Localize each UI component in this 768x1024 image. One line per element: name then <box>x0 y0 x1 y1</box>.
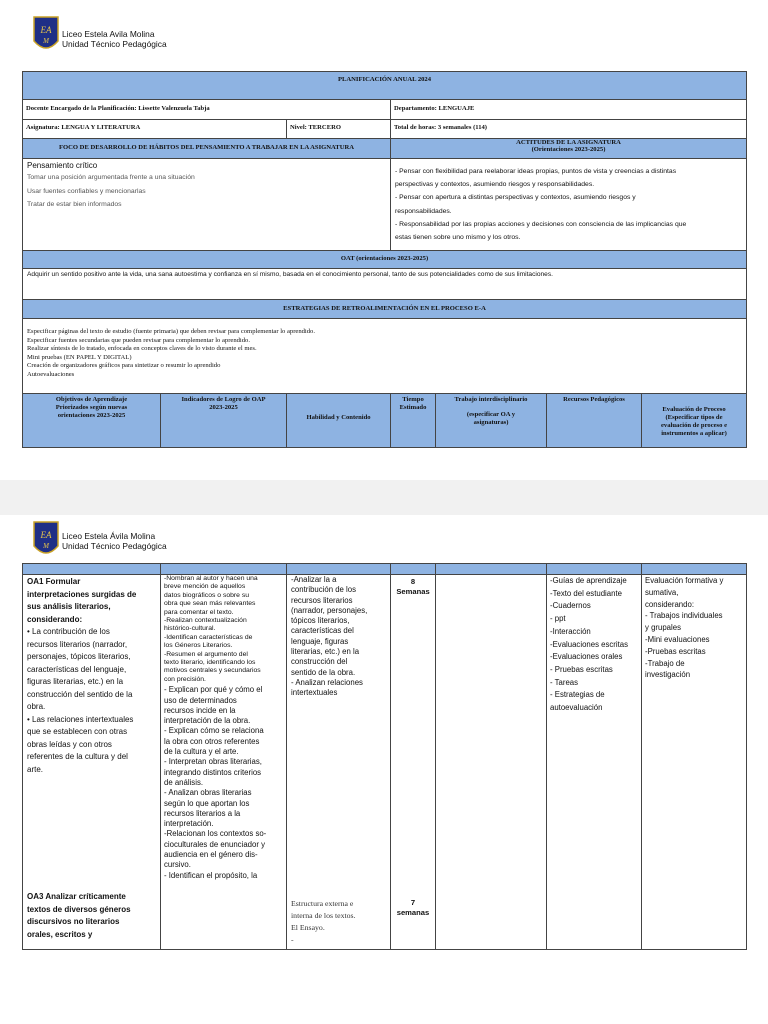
focus-content <box>23 159 390 250</box>
indicator-line: texto literario, identificando los <box>164 659 256 667</box>
indicator-line: los Géneros Literarios. <box>164 642 233 650</box>
school-name: Liceo Estela Avila Molina <box>62 29 155 39</box>
resource-item: -Evaluaciones escritas <box>550 639 629 649</box>
oa1-body-line: • La contribución de los <box>27 627 110 636</box>
school-unit: Unidad Técnico Pedagógica <box>62 541 167 551</box>
skill-line: construcción del <box>291 657 348 667</box>
attitude-line: responsabilidades. <box>395 207 452 215</box>
oa3-title-line: textos de diversos géneros <box>27 904 131 914</box>
indicator-line: recursos literarios a la <box>164 808 241 818</box>
svg-text:M: M <box>43 37 49 45</box>
oa3-title-line: OA3 Analizar críticamente <box>27 892 126 901</box>
hours-cell: Total de horas: 3 semanales (114) <box>390 120 746 138</box>
oa3-title-line: orales, escritos y <box>27 929 93 939</box>
strategies-body-row <box>22 318 747 393</box>
resource-item: -Interacción <box>550 626 591 636</box>
col-header-resources <box>546 394 641 447</box>
skill-line: recursos literarios <box>291 595 353 605</box>
indicator-line: -Identifican características de <box>164 633 253 641</box>
col-header-interdisciplinary <box>435 394 546 447</box>
oa1-title-line: interpretaciones surgidas de <box>27 589 137 599</box>
indicator-line: la obra con otros referentes <box>164 736 260 746</box>
skill-line: - <box>291 935 294 944</box>
strategy-item: Especificar páginas del texto de estudio (fuente primaria) que deben revisar para complementar lo aprendido. <box>27 328 315 335</box>
col-header-line: asignaturas) <box>473 419 509 426</box>
strategy-item: Mini pruebas (EN PAPEL Y DIGITAL) <box>27 353 132 361</box>
focus-item: Usar fuentes confiables y mencionarlas <box>27 187 146 195</box>
oat-body-row <box>22 268 747 299</box>
indicator-line: motivos centrales y secundarios <box>164 667 261 675</box>
indicator-line: -Realizan contextualización <box>164 617 247 625</box>
resource-item: - ppt <box>550 614 566 624</box>
oa1-body <box>27 626 156 776</box>
skill-line: El Ensayo. <box>291 923 325 932</box>
indicator-line: según lo que aportan los <box>164 798 250 808</box>
document-page-1 <box>0 0 768 480</box>
svg-text:EA: EA <box>40 530 52 540</box>
skill-list-2 <box>291 898 356 946</box>
skill-line: -Analizar la a <box>291 575 337 584</box>
oa1-body-line: obra. <box>27 702 46 711</box>
indicator-line: cursivo. <box>164 860 191 870</box>
col-header-line: 2023-2025 <box>209 404 238 411</box>
school-unit: Unidad Técnico Pedagógica <box>62 39 167 49</box>
department-cell: Departamento: LENGUAJE <box>390 100 746 119</box>
resource-item: - Pruebas escritas <box>550 664 613 674</box>
resource-item: autoevaluación <box>550 703 603 713</box>
col-header-line: Evaluación de Proceso <box>662 406 726 413</box>
focus-item: Tratar de estar bien informados <box>27 201 122 208</box>
strategies-header-row <box>22 299 747 318</box>
indicator-line: datos biográficos o sobre su <box>164 591 250 599</box>
indicators-list-b <box>164 685 283 881</box>
strategy-item: Realizar síntesis de lo tratado, enfocada en conceptos claves de lo visto durante el mes. <box>27 345 257 353</box>
evaluation-item: -Mini evaluaciones <box>645 634 710 644</box>
skill-line: contribución de los <box>291 585 357 595</box>
oa-content-row <box>22 574 747 950</box>
skill-line: (narrador, personajes, <box>291 605 368 615</box>
evaluation-item: -Trabajo de <box>645 658 685 668</box>
teacher-row <box>22 99 747 119</box>
svg-text:EA: EA <box>40 25 52 35</box>
col-header-line: Habilidad y Contenido <box>306 414 371 421</box>
oa1-body-line: que se establecen con otras <box>27 727 128 736</box>
indicator-line: -Nombran al autor y hacen una <box>164 575 258 582</box>
attitude-line: estas tienen sobre uno mismo y los otros. <box>395 234 521 242</box>
school-name: Liceo Estela Ávila Molina <box>62 531 156 541</box>
objectives-cell <box>23 575 160 949</box>
indicator-line: con precisión. <box>164 675 206 683</box>
evaluation-cell <box>641 575 746 949</box>
oa1-body-line: construcción del sentido de la <box>27 689 133 699</box>
time-oa1 <box>394 577 432 597</box>
indicator-line: de análisis. <box>164 777 204 787</box>
planning-table <box>22 71 747 448</box>
indicator-line: obra que sean más relevantes <box>164 600 256 608</box>
plan-title-row <box>22 71 747 99</box>
strategies-list <box>23 319 746 393</box>
school-header <box>62 531 167 551</box>
col-header-line: evaluación de proceso e <box>661 422 727 429</box>
resource-item: -Guías de aprendizaje <box>550 576 627 585</box>
focus-item: Tomar una posición argumentada frente a una situación <box>27 174 195 181</box>
col-header-line: (Especificar tipos de <box>665 414 723 421</box>
col-header-time <box>390 394 435 447</box>
time-line: Semanas <box>396 587 430 596</box>
interdisciplinary-cell <box>435 575 546 949</box>
oat-header-row <box>22 250 747 268</box>
oa1-body-line: características del lenguaje, <box>27 664 127 674</box>
skill-line: Estructura externa e <box>291 899 354 908</box>
continued-header-row <box>22 563 747 574</box>
indicator-line: - Identifican el propósito, la <box>164 870 258 880</box>
oa3-title-line: discursivos no literarios <box>27 917 120 926</box>
strategies-header: ESTRATEGIAS DE RETROALIMENTACIÓN EN EL PROCESO E-A <box>283 305 486 312</box>
oa1-body-line: recursos literarios (narrador, <box>27 639 128 649</box>
oa1-title-line: sus análisis literarios, <box>27 602 111 611</box>
strategy-item: Especificar fuentes secundarias que pueden revisar para complementar lo aprendido. <box>27 336 250 344</box>
indicator-line: -Resumen el argumento del <box>164 650 248 658</box>
evaluation-item: -Pruebas escritas <box>645 646 706 656</box>
indicator-line: uso de determinados <box>164 695 237 705</box>
focus-items-list <box>27 171 386 212</box>
evaluation-item: sumativa, <box>645 587 679 597</box>
skill-list-1 <box>291 575 386 699</box>
skill-line: sentido de la obra. <box>291 667 356 677</box>
focus-title: Pensamiento crítico <box>27 161 98 170</box>
oa1-body-line: referentes de la cultura y del <box>27 752 128 761</box>
indicator-line: recursos incide en la <box>164 705 236 715</box>
evaluation-item: Evaluación formativa y <box>645 576 724 585</box>
indicator-line: interpretación. <box>164 819 214 829</box>
evaluation-item: considerando: <box>645 599 694 609</box>
time-line: semanas <box>396 908 430 917</box>
col-header-line: instrumentos a aplicar) <box>661 430 727 437</box>
oa1-body-line: arte. <box>27 764 44 774</box>
attitude-line: - Responsabilidad por las propias acciones y decisiones con consciencia de las implicancias que <box>395 220 687 228</box>
attitudes-content <box>390 159 746 250</box>
oa1-title-line: OA1 Formular <box>27 577 81 586</box>
level-cell: Nivel: TERCERO <box>286 120 390 138</box>
strategy-item: Autoevaluaciones <box>27 370 75 378</box>
skill-line: características del <box>291 626 354 636</box>
indicators-cell <box>160 575 286 949</box>
attitude-line: perspectivas y contextos, asumiendo riesgos y responsabilidades. <box>395 181 595 189</box>
indicator-line: de la cultura y el arte. <box>164 747 239 757</box>
oa1-body-line: figuras literarias, etc.) en la <box>27 677 124 686</box>
indicator-line: - Analizan obras literarias <box>164 788 252 798</box>
resource-item: -Texto del estudiante <box>550 588 622 598</box>
oa3-title <box>27 891 131 941</box>
skills-cell <box>286 575 390 949</box>
school-logo-icon <box>32 15 60 55</box>
resources-cell <box>546 575 641 949</box>
skill-line: lenguaje, figuras <box>291 636 349 646</box>
attitude-line: - Pensar con flexibilidad para reelaborar ideas propias, puntos de vista y creencias a distintas <box>395 168 677 175</box>
oa1-title-line: considerando: <box>27 614 83 624</box>
col-header-line: Priorizados según nuevas <box>55 404 128 411</box>
evaluation-item: - Trabajos individuales <box>645 611 723 621</box>
col-header-skill <box>286 394 390 447</box>
indicator-line: audiencia en el género dis- <box>164 850 258 860</box>
col-header-evaluation <box>641 394 746 447</box>
indicator-line: interpretación de la obra. <box>164 716 251 726</box>
attitude-line: - Pensar con apertura a distintas perspectivas y contextos, asumiendo riesgos y <box>395 194 636 202</box>
svg-text:M: M <box>43 542 49 550</box>
planning-table-continued <box>22 563 747 950</box>
subject-cell: Asignatura: LENGUA Y LITERATURA <box>26 124 141 131</box>
indicator-line: histórico-cultural. <box>164 625 216 633</box>
col-header-line: Recursos Pedagógicos <box>563 396 625 403</box>
col-header-line: orientaciones 2023-2025 <box>57 412 126 419</box>
skill-line: literarias, etc.) en la <box>291 647 360 657</box>
col-header-line: Tiempo <box>402 396 424 403</box>
school-logo-icon <box>32 520 60 560</box>
teacher-cell: Docente Encargado de la Planificación: Lissette Valenzuela Tabja <box>26 105 210 112</box>
skill-line: interna de los textos. <box>291 911 356 920</box>
time-line: 8 <box>410 577 416 586</box>
oat-text: Adquirir un sentido positivo ante la vida, una sana autoestima y confianza en sí mismo, basada en el conocimiento personal, tanto de sus potencialidades como de sus limitaciones. <box>27 271 553 278</box>
skill-line: intertextuales <box>291 688 338 698</box>
indicator-line: integrando distintos criterios <box>164 767 262 777</box>
col-header-line: Objetivos de Aprendizaje <box>55 396 128 403</box>
column-header-row <box>22 393 747 448</box>
oa1-body-line: personajes, tópicos literarios, <box>27 652 131 661</box>
indicator-line: - Interpretan obras literarias, <box>164 757 262 767</box>
time-oa3 <box>391 898 435 918</box>
school-header <box>62 29 167 49</box>
col-header-line: Estimado <box>399 404 427 411</box>
indicator-line: -Relacionan los contextos so- <box>164 829 267 839</box>
col-header-line: Indicadores de Logro de OAP <box>181 396 266 403</box>
indicator-line: cioculturales de enunciador y <box>164 839 265 849</box>
strategy-item: Creación de organizadores gráficos para sintetizar o resumir lo aprendido <box>27 362 221 370</box>
resource-item: - Estrategias de <box>550 690 605 700</box>
skill-line: tópicos literarios, <box>291 616 350 626</box>
focus-body-row <box>22 158 747 250</box>
resource-item: -Cuadernos <box>550 601 591 611</box>
plan-title: PLANIFICACIÓN ANUAL 2024 <box>337 76 432 83</box>
resource-item: - Tareas <box>550 677 579 687</box>
indicators-list-a <box>164 575 283 684</box>
col-header-objectives <box>23 394 160 447</box>
time-cell <box>390 575 435 949</box>
oat-header: OAT (orientaciones 2023-2025) <box>340 255 429 262</box>
resource-item: -Evaluaciones orales <box>550 652 623 662</box>
indicator-line: - Explican cómo se relaciona <box>164 726 264 736</box>
oa1-body-line: • Las relaciones intertextuales <box>27 714 134 724</box>
col-header-line: (especificar OA y <box>466 411 516 418</box>
oa1-title <box>27 576 156 626</box>
oa1-body-line: obras leídas y con otros <box>27 739 112 749</box>
skill-line: - Analizan relaciones <box>291 677 363 687</box>
indicator-line: breve mención de aquellos <box>164 583 246 591</box>
evaluation-item: investigación <box>645 670 691 680</box>
subject-row <box>22 119 747 138</box>
col-header-indicators <box>160 394 286 447</box>
col-header-line: Trabajo interdisciplinario <box>454 396 528 403</box>
time-line: 7 <box>410 898 416 907</box>
focus-header: FOCO DE DESARROLLO DE HÁBITOS DEL PENSAMIENTO A TRABAJAR EN LA ASIGNATURA <box>58 144 354 151</box>
evaluation-item: y grupales <box>645 623 681 633</box>
focus-header-row <box>22 138 747 158</box>
document-page-2 <box>0 515 768 1024</box>
indicator-line: - Explican por qué y cómo el <box>164 685 263 695</box>
attitudes-header: ACTITUDES DE LA ASIGNATURA (Orientaciones 2023-2025) <box>390 139 746 158</box>
indicator-line: para comentar el texto. <box>164 608 234 616</box>
